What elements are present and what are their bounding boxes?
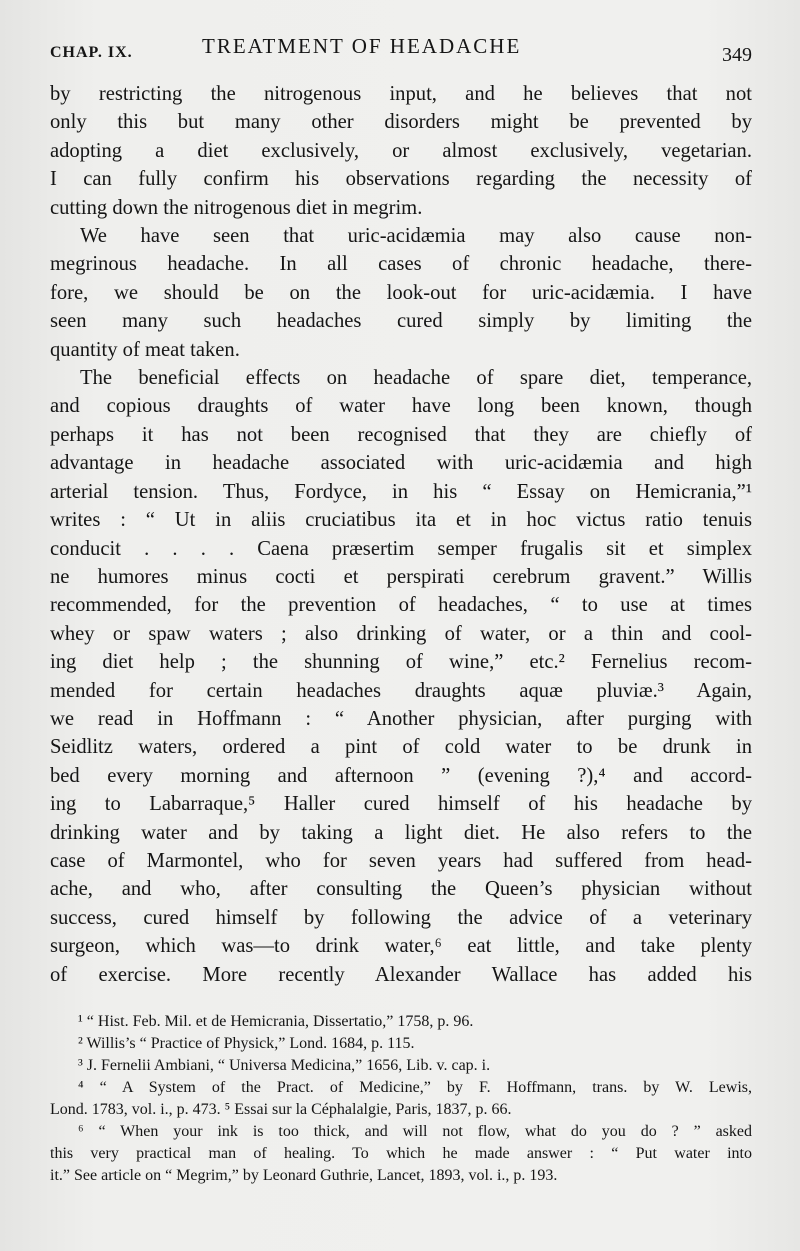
footnotes: [50, 1011, 752, 1187]
running-header: [50, 30, 752, 80]
body-text: [50, 80, 752, 989]
text-line: recommended, for the prevention of headaches, “ to use at times: [50, 594, 752, 617]
text-line: Seidlitz waters, ordered a pint of cold water to be drunk in: [50, 736, 752, 759]
text-line: perhaps it has not been recognised that they are chiefly of: [50, 423, 752, 446]
text-line: adopting a diet exclusively, or almost exclusively, vegetarian.: [50, 139, 752, 162]
text-line: writes : “ Ut in aliis cruciatibus ita et in hoc victus ratio tenuis: [50, 509, 752, 532]
running-title: TREATMENT OF HEADACHE: [202, 34, 522, 58]
footnote-line: this very practical man of healing. To which he made answer : “ Put water into: [50, 1145, 752, 1162]
text-line: conducit . . . . Caena præsertim semper frugalis sit et simplex: [50, 537, 752, 560]
text-line: fore, we should be on the look-out for uric-acidæmia. I have: [50, 281, 752, 304]
footnote-line: ² Willis’s “ Practice of Physick,” Lond. 1684, p. 115.: [78, 1035, 415, 1052]
text-line: mended for certain headaches draughts aquæ pluviæ.³ Again,: [50, 679, 752, 702]
text-line: cutting down the nitrogenous diet in megrim.: [50, 196, 423, 219]
text-line: ing to Labarraque,⁵ Haller cured himself of his headache by: [50, 793, 752, 816]
text-line: advantage in headache associated with uric-acidæmia and high: [50, 452, 752, 475]
text-line: The beneficial effects on headache of spare diet, temperance,: [80, 367, 752, 390]
text-line: surgeon, which was—to drink water,⁶ eat little, and take plenty: [50, 935, 752, 958]
text-line: whey or spaw waters ; also drinking of water, or a thin and cool-: [50, 622, 752, 645]
page-number: 349: [722, 44, 752, 66]
footnote-line: Lond. 1783, vol. i., p. 473. ⁵ Essai sur la Céphalalgie, Paris, 1837, p. 66.: [50, 1101, 512, 1118]
text-line: arterial tension. Thus, Fordyce, in his “ Essay on Hemicrania,”¹: [50, 480, 752, 503]
footnote-line: it.” See article on “ Megrim,” by Leonard Guthrie, Lancet, 1893, vol. i., p. 193.: [50, 1167, 558, 1184]
footnote-line: ⁶ “ When your ink is too thick, and will not flow, what do you do ? ” asked: [78, 1123, 752, 1140]
text-line: bed every morning and afternoon ” (evening ?),⁴ and accord-: [50, 764, 752, 787]
chapter-label: CHAP. IX.: [50, 44, 133, 61]
text-line: of exercise. More recently Alexander Wallace has added his: [50, 963, 752, 986]
text-line: success, cured himself by following the advice of a veterinary: [50, 906, 752, 929]
text-line: ne humores minus cocti et perspirati cerebrum gravent.” Willis: [50, 565, 752, 588]
footnote-line: ¹ “ Hist. Feb. Mil. et de Hemicrania, Dissertatio,” 1758, p. 96.: [78, 1013, 474, 1030]
text-line: by restricting the nitrogenous input, and he believes that not: [50, 83, 752, 105]
text-line: We have seen that uric-acidæmia may also cause non-: [80, 225, 752, 248]
text-line: megrinous headache. In all cases of chronic headache, there-: [50, 253, 752, 276]
text-line: ing diet help ; the shunning of wine,” etc.² Fernelius recom-: [50, 651, 752, 674]
text-line: seen many such headaches cured simply by limiting the: [50, 310, 752, 333]
text-line: case of Marmontel, who for seven years had suffered from head-: [50, 849, 752, 872]
text-line: ache, and who, after consulting the Queen’s physician without: [50, 878, 752, 901]
text-line: I can fully confirm his observations regarding the necessity of: [50, 168, 752, 191]
text-line: drinking water and by taking a light diet. He also refers to the: [50, 821, 752, 844]
text-line: only this but many other disorders might be prevented by: [50, 111, 752, 134]
footnote-line: ³ J. Fernelii Ambiani, “ Universa Medicina,” 1656, Lib. v. cap. i.: [78, 1057, 491, 1074]
footnote-line: ⁴ “ A System of the Pract. of Medicine,” by F. Hoffmann, trans. by W. Lewis,: [78, 1079, 752, 1096]
text-line: we read in Hoffmann : “ Another physician, after purging with: [50, 707, 752, 730]
text-line: quantity of meat taken.: [50, 338, 240, 361]
text-line: and copious draughts of water have long been known, though: [50, 395, 752, 418]
